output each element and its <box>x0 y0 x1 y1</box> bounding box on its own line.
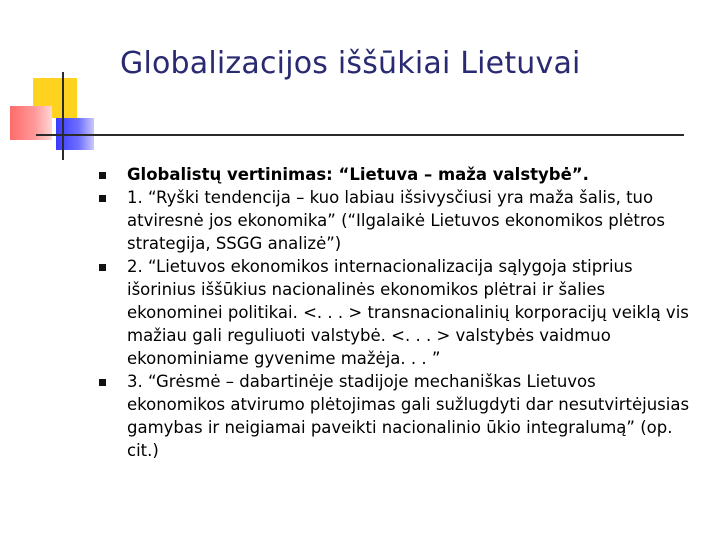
bullet-square-icon <box>99 379 106 386</box>
bullet-item-3 <box>96 255 696 370</box>
slide-title: Globalizacijos iššūkiai Lietuvai <box>120 46 581 81</box>
bullet-text: 2. “Lietuvos ekonomikos internacionalizacija sąlygoja stiprius išorinius iššūkius nacionalinės ekonomikos plėtrai ir šalies ekonominei politikai. <. . . > transnacionalinių korporacijų veiklą vis mažiau gali reguliuoti valstybė. <. . . > valstybės vaidmuo ekonominiame gyvenime mažėja. . . ” <box>127 257 689 368</box>
bullet-item-1 <box>96 163 696 186</box>
decor-vertical-line <box>62 72 64 160</box>
bullet-square-icon <box>99 172 106 179</box>
bullet-text: 1. “Ryški tendencija – kuo labiau išsivysčiusi yra maža šalis, tuo atviresnė jos ekonomika” (“Ilgalaikė Lietuvos ekonomikos plėtros strategija, SSGG analizė”) <box>127 188 665 253</box>
bullet-square-icon <box>99 264 106 271</box>
bullet-list <box>96 163 696 462</box>
bullet-text: 3. “Grėsmė – dabartinėje stadijoje mechaniškas Lietuvos ekonomikos atvirumo plėtojimas gali sužlugdyti dar nesutvirtėjusias gamybas ir neigiamai paveikti nacionalinio ūkio integralumą” (op. cit.) <box>127 372 690 460</box>
title-divider-line <box>36 134 684 136</box>
bullet-square-icon <box>99 195 106 202</box>
slide-content <box>96 163 696 462</box>
bullet-item-4 <box>96 370 696 462</box>
bullet-text: Globalistų vertinimas: “Lietuva – maža valstybė”. <box>127 165 589 184</box>
bullet-item-2 <box>96 186 696 255</box>
